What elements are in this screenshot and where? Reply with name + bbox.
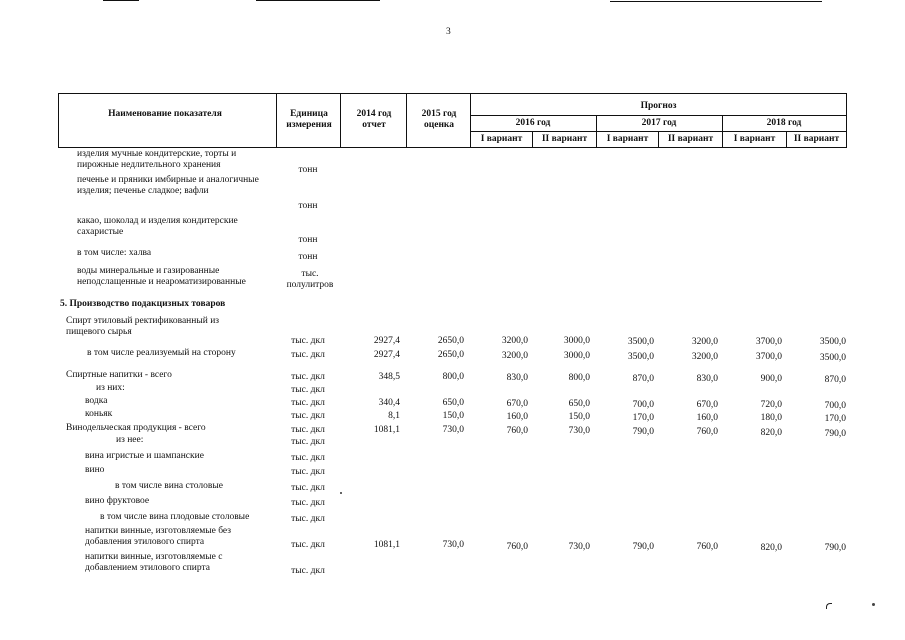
row-name: вина игристые и шампанские [85,451,204,461]
cell-value: 870,0 [632,374,654,384]
col-header-forecast: Прогноз [640,101,677,111]
cell-value: 830,0 [696,374,718,384]
col-header-2017-v2: II вариант [667,134,714,144]
row-name: Спиртные напитки - всего [66,370,172,380]
cell-value: 870,0 [824,375,846,385]
cell-value: 760,0 [696,542,718,552]
cell-value: 150,0 [442,411,464,421]
col-header-2017-v1: I вариант [606,134,649,144]
cell-value: 3700,0 [755,352,782,362]
col-header-2014: 2014 год отчет [356,109,392,130]
row-name: из нее: [116,435,144,445]
row-name: в том числе реализуемый на сторону [87,348,236,358]
row-name: в том числе вина столовые [115,481,223,491]
cell-value: 700,0 [632,400,654,410]
row-name: Спирт этиловый ректификованный из пищевого сырья [66,316,220,337]
row-unit: тонн [298,252,318,262]
cell-value: 800,0 [442,372,464,382]
col-header-2018-v2: II вариант [793,134,840,144]
cell-value: 730,0 [442,425,464,435]
row-unit: тыс. дкл [291,514,325,524]
col-header-2018-v1: I вариант [733,134,776,144]
scan-speck [826,603,832,609]
cell-value: 3500,0 [627,337,654,347]
row-name: вино фруктовое [85,496,150,506]
cell-value: 730,0 [568,542,590,552]
row-name: воды минеральные и газированные неподслащенные и неароматизированные [77,266,246,287]
row-unit: тыс. дкл [291,453,325,463]
cell-value: 3500,0 [627,352,654,362]
row-unit: тонн [298,165,318,175]
row-name: какао, шоколад и изделия кондитерские сахаристые [77,216,238,237]
cell-value: 3200,0 [501,351,528,361]
cell-value: 790,0 [824,543,846,553]
cell-value: 760,0 [506,542,528,552]
row-unit: тыс. дкл [291,411,325,421]
cell-value: 2650,0 [437,336,464,346]
cell-value: 900,0 [760,374,782,384]
col-header-unit: Единица измерения [286,109,332,130]
col-header-2015: 2015 год оценка [421,109,457,130]
cell-value: 3200,0 [501,336,528,346]
col-header-2018: 2018 год [766,118,802,128]
cell-value: 170,0 [632,413,654,423]
row-name: коньяк [85,409,113,419]
row-name: в том числе вина плодовые столовые [100,512,250,522]
row-unit: тыс. дкл [291,483,325,493]
cell-value: 790,0 [824,429,846,439]
page-number: 3 [446,27,451,37]
cell-value: 650,0 [568,399,590,409]
row-unit: тыс. дкл [291,566,325,576]
row-unit: тыс. дкл [291,437,325,447]
row-unit: тыс. дкл [291,372,325,382]
cell-value: 2927,4 [373,336,400,346]
row-unit: тыс. дкл [291,467,325,477]
cell-value: 760,0 [696,427,718,437]
row-name: вино [85,465,105,475]
cell-value: 3200,0 [691,352,718,362]
scan-speck [872,603,875,606]
row-name: из них: [96,383,125,393]
cell-value: 180,0 [760,413,782,423]
row-unit: тыс. дкл [291,336,325,346]
cell-value: 3000,0 [563,336,590,346]
cell-value: 348,5 [378,372,400,382]
cell-value: 3500,0 [819,353,846,363]
cell-value: 160,0 [696,413,718,423]
row-name: водка [85,396,108,406]
row-name: напитки винные, изготовляемые без добавления этилового спирта [85,526,232,547]
row-unit: тыс. полулитров [286,269,334,290]
cell-value: 3500,0 [819,337,846,347]
row-unit: тыс. дкл [291,498,325,508]
row-name: печенье и пряники имбирные и аналогичные изделия; печенье сладкое; вафли [77,175,259,196]
section-heading: 5. Производство подакцизных товаров [60,299,226,309]
cell-value: 1081,1 [373,540,400,550]
col-header-2016-v2: II вариант [541,134,588,144]
cell-value: 820,0 [760,428,782,438]
row-unit: тыс. дкл [291,385,325,395]
cell-value: 3200,0 [691,337,718,347]
cell-value: 2927,4 [373,350,400,360]
cell-value: 650,0 [442,398,464,408]
row-name: Винодельческая продукция - всего [66,423,206,433]
col-header-2016-v1: I вариант [480,134,523,144]
cell-value: 3700,0 [755,337,782,347]
scan-artifact-line [103,0,139,1]
cell-value: 830,0 [506,373,528,383]
row-unit: тыс. дкл [291,540,325,550]
cell-value: 170,0 [824,414,846,424]
cell-value: 2650,0 [437,350,464,360]
col-header-name: Наименование показателя [108,109,222,119]
cell-value: 730,0 [568,426,590,436]
cell-value: 670,0 [506,399,528,409]
cell-value: 3000,0 [563,351,590,361]
cell-value: 340,4 [378,398,400,408]
col-header-2017: 2017 год [641,118,677,128]
row-name: изделия мучные кондитерские, торты и пирожные недлительного хранения [77,149,237,170]
col-header-2016: 2016 год [515,118,551,128]
cell-value: 760,0 [506,426,528,436]
row-unit: тыс. дкл [291,350,325,360]
cell-value: 8,1 [388,411,400,421]
scan-artifact-line [256,0,380,1]
row-name: напитки винные, изготовляемые с добавлением этилового спирта [85,552,223,573]
scan-artifact-line [610,1,822,2]
cell-value: 790,0 [632,542,654,552]
cell-value: 800,0 [568,373,590,383]
cell-value: 820,0 [760,543,782,553]
cell-value: 1081,1 [373,425,400,435]
cell-value: 160,0 [506,412,528,422]
row-unit: тыс. дкл [291,398,325,408]
row-unit: тонн [298,235,318,245]
cell-value: 150,0 [568,412,590,422]
row-unit: тыс. дкл [291,425,325,435]
cell-value: 700,0 [824,401,846,411]
row-name: в том числе: халва [77,248,152,258]
cell-value: 790,0 [632,427,654,437]
cell-value: 670,0 [696,400,718,410]
cell-value: 720,0 [760,400,782,410]
row-unit: тонн [298,201,318,211]
cell-value: 730,0 [442,540,464,550]
scan-speck [340,492,342,494]
